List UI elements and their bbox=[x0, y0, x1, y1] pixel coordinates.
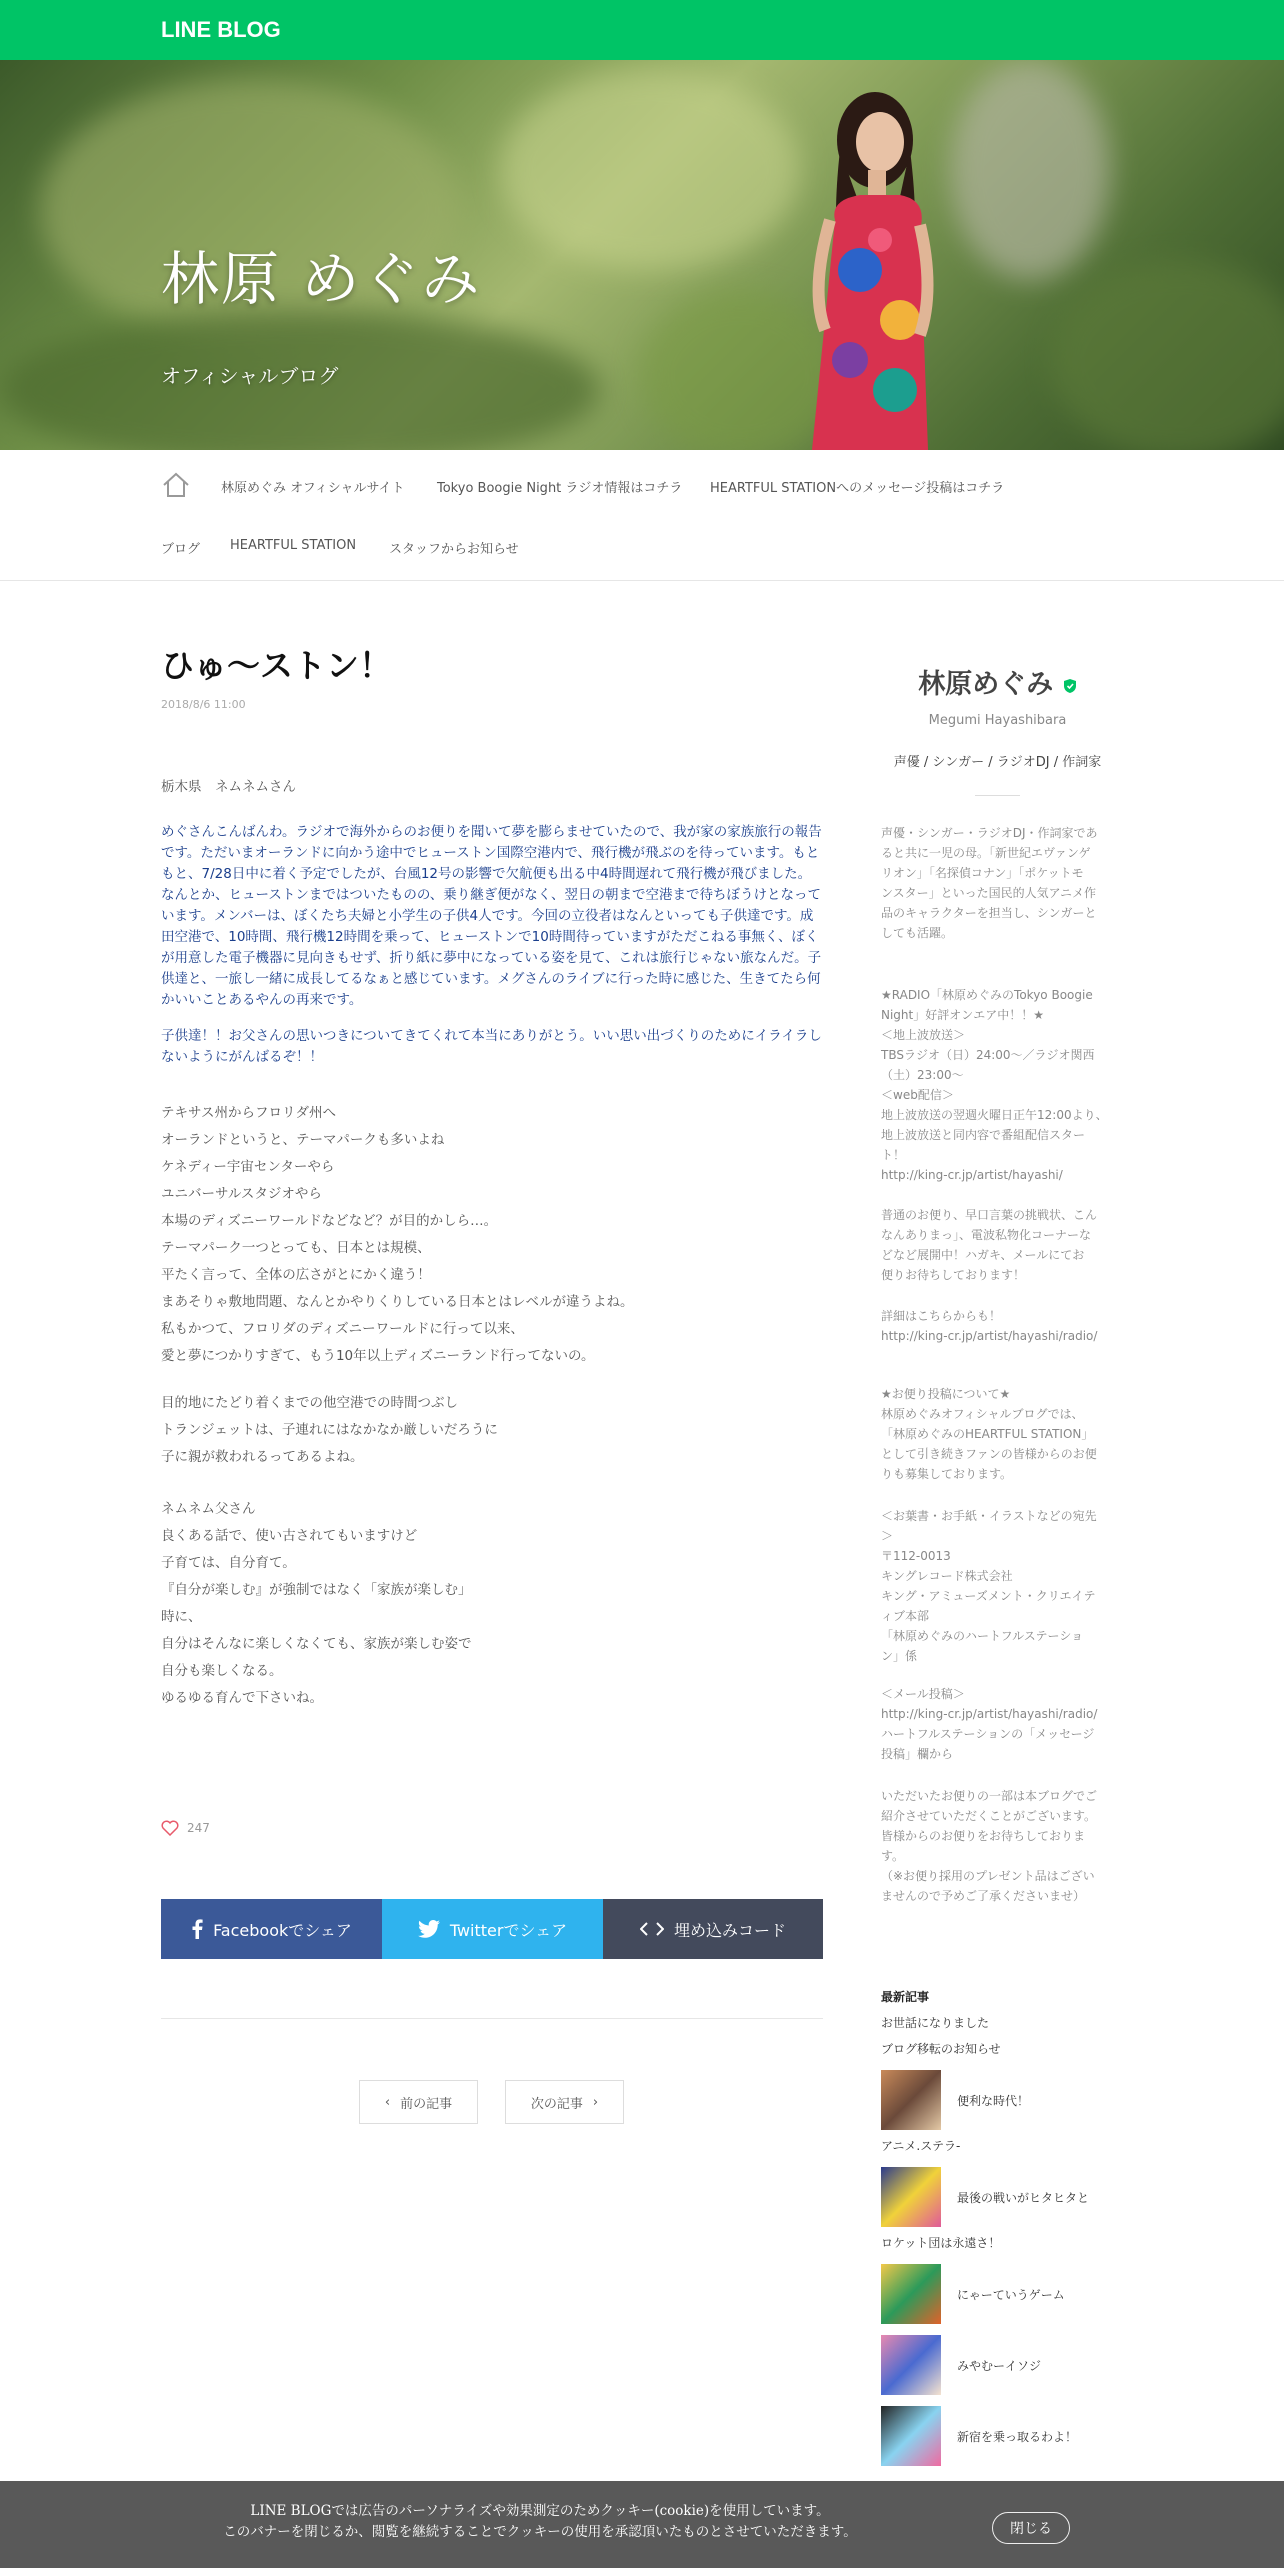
recent-post-link[interactable]: ロケット団は永遠さ！ bbox=[881, 2236, 1001, 2250]
sidebar-profile-block bbox=[881, 1786, 1121, 1906]
nav-link-staff-news[interactable]: スタッフからお知らせ bbox=[389, 542, 519, 557]
reply-line: トランジェットは、子連れにはなかなか厳しいだろうに bbox=[161, 1422, 498, 1438]
cookie-message bbox=[140, 2501, 940, 2543]
nav-link-official-site[interactable]: 林原めぐみ オフィシャルサイト bbox=[221, 481, 405, 496]
reply-line: まあそりゃ敷地問題、なんとかやりくりしている日本とはレベルが違うよね。 bbox=[161, 1294, 634, 1310]
reply-line: 平たく言って、全体の広さがとにかく違う！ bbox=[161, 1267, 431, 1283]
post-letter-closing: 子供達！！お父さんの思いつきについてきてくれて本当にありがとう。いい思い出づくりのためにイライラしないようにがんばるぞ！！ bbox=[161, 1028, 822, 1065]
sidebar-profile-line: 詳細はこちらからも！ bbox=[881, 1309, 1002, 1323]
sidebar-divider bbox=[975, 795, 1020, 796]
line-blog-logo[interactable]: LINE BLOG bbox=[161, 17, 281, 42]
sidebar-profile-line: ★RADIO「林原めぐみのTokyo Boogie bbox=[881, 988, 1093, 1002]
facebook-share-button[interactable] bbox=[161, 1899, 382, 1959]
prev-post-button[interactable] bbox=[359, 2080, 478, 2124]
sidebar-profile-line: キングレコード株式会社 bbox=[881, 1569, 1013, 1583]
sidebar-profile-line: 皆様からのお便りをお待ちしておりま bbox=[881, 1829, 1086, 1843]
recent-posts-title: 最新記事 bbox=[881, 1990, 930, 2004]
twitter-icon bbox=[418, 1920, 440, 1938]
sidebar-profile-line: ハートフルステーションの「メッセージ bbox=[881, 1727, 1095, 1741]
sidebar-profile-block bbox=[881, 1684, 1121, 1764]
chevron-left-icon: ‹ bbox=[384, 2094, 391, 2110]
sidebar-profile-line: TBSラジオ（日）24:00～／ラジオ関西 bbox=[881, 1048, 1095, 1062]
singer-photo bbox=[770, 70, 970, 450]
recent-post-thumbnail[interactable] bbox=[881, 2406, 941, 2466]
sidebar-profile-line: 地上波放送と同内容で番組配信スター bbox=[881, 1128, 1086, 1142]
sidebar-profile-block bbox=[881, 1506, 1121, 1666]
sidebar-profile-block bbox=[881, 1205, 1121, 1285]
nav-link-heartful-post[interactable]: HEARTFUL STATIONへのメッセージ投稿はコチラ bbox=[710, 481, 1005, 496]
reply-line: ユニバーサルスタジオやら bbox=[161, 1186, 322, 1202]
sidebar-profile-line: （※お便り採用のプレゼント品はござい bbox=[881, 1869, 1095, 1883]
sidebar-profile-line: として引き続きファンの皆様からのお便 bbox=[881, 1447, 1097, 1461]
sidebar-profile-line: （土）23:00～ bbox=[881, 1068, 964, 1082]
reply-line: 自分も楽しくなる。 bbox=[161, 1663, 283, 1679]
recent-post-thumbnail[interactable] bbox=[881, 2335, 941, 2395]
twitter-share-label: Twitterでシェア bbox=[449, 1920, 568, 1940]
sidebar-profile-block bbox=[881, 985, 1121, 1185]
hero-subtitle: オフィシャルブログ bbox=[161, 364, 339, 388]
post-date: 2018/8/6 11:00 bbox=[161, 698, 246, 711]
twitter-share-button[interactable] bbox=[382, 1899, 603, 1959]
recent-post-link[interactable]: アニメ.ステラ- bbox=[881, 2139, 961, 2153]
sidebar-profile-line: ＜お葉書・お手紙・イラストなどの宛先 bbox=[881, 1509, 1097, 1523]
sidebar-profile-line: ＜地上波放送＞ bbox=[881, 1028, 966, 1042]
sidebar-profile-line: りも募集しております。 bbox=[881, 1467, 1013, 1481]
reply-line: 子育ては、自分育て。 bbox=[161, 1555, 296, 1571]
cookie-message-line1: LINE BLOGでは広告のパーソナライズや効果測定のためクッキー(cookie)を使用しています。 bbox=[250, 2503, 830, 2519]
sidebar-profile-line: なんありまっ」、電波私物化コーナーな bbox=[881, 1228, 1092, 1242]
recent-post-thumbnail[interactable] bbox=[881, 2167, 941, 2227]
sidebar-profile-line: http://king-cr.jp/artist/hayashi/radio/ bbox=[881, 1707, 1098, 1721]
recent-post-link[interactable]: 新宿を乗っ取るわよ！ bbox=[957, 2430, 1078, 2444]
sidebar-profile-line: ン」係 bbox=[881, 1649, 918, 1663]
reply-line: 私もかつて、フロリダのディズニーワールドに行って以来、 bbox=[161, 1321, 524, 1337]
reply-line: オーランドというと、テーマパークも多いよね bbox=[161, 1132, 445, 1148]
sidebar-profile-line: Night」好評オンエア中！！★ bbox=[881, 1008, 1044, 1022]
recent-post-link[interactable]: お世話になりました bbox=[881, 2016, 990, 2030]
sidebar-profile-line: 林原めぐみオフィシャルブログでは、 bbox=[881, 1407, 1084, 1421]
cookie-banner bbox=[0, 2481, 1284, 2568]
embed-code-button[interactable] bbox=[603, 1899, 823, 1959]
sidebar-profile-name bbox=[880, 662, 1115, 701]
sidebar-profile-line: 「林原めぐみのハートフルステーショ bbox=[881, 1629, 1084, 1643]
sidebar-profile-line: ＞ bbox=[881, 1529, 894, 1543]
sidebar-profile-line: 普通のお便り、早口言葉の挑戦状、こん bbox=[881, 1208, 1098, 1222]
sidebar-profile-line: 地上波放送の翌週火曜日正午12:00より、 bbox=[881, 1108, 1108, 1122]
recent-post-link[interactable]: ブログ移転のお知らせ bbox=[881, 2042, 1001, 2056]
post-divider bbox=[161, 2018, 823, 2019]
sidebar-profile-line: キング・アミューズメント・クリエイテ bbox=[881, 1589, 1096, 1603]
hero-title: 林原 めぐみ bbox=[161, 245, 482, 313]
sidebar-profile-line: 〒112-0013 bbox=[881, 1549, 951, 1563]
reply-line: 子に親が救われるってあるよね。 bbox=[161, 1449, 364, 1465]
sidebar-profile-line: しても活躍。 bbox=[881, 926, 954, 940]
sidebar-profile-line: ませんので予めご了承くださいませ） bbox=[881, 1889, 1086, 1903]
blog-nav bbox=[0, 450, 1284, 581]
cookie-message-line2: このバナーを閉じるか、閲覧を継続することでクッキーの使用を承認頂いたものとさせていただきます。 bbox=[223, 2524, 857, 2540]
nav-link-heartful-station[interactable]: HEARTFUL STATION bbox=[230, 538, 357, 553]
sidebar-profile-line: どなど展開中！ハガキ、メールにてお bbox=[881, 1248, 1085, 1262]
sidebar-profile-line: ィブ本部 bbox=[881, 1609, 930, 1623]
reply-line: 愛と夢につかりすぎて、もう10年以上ディズニーランド行ってないの。 bbox=[161, 1348, 595, 1364]
next-post-button[interactable] bbox=[505, 2080, 624, 2124]
sidebar-profile-line: 声優・シンガー・ラジオDJ・作詞家であ bbox=[881, 826, 1098, 840]
sidebar-profile-block bbox=[881, 823, 1121, 943]
reply-line: 本場のディズニーワールドなどなど？が目的かしら…。 bbox=[161, 1213, 498, 1229]
sidebar-profile-block bbox=[881, 1306, 1121, 1346]
sidebar-profile-line: http://king-cr.jp/artist/hayashi/ bbox=[881, 1168, 1063, 1182]
top-bar bbox=[0, 0, 1284, 60]
home-icon[interactable] bbox=[161, 470, 191, 500]
heart-icon[interactable] bbox=[161, 1820, 179, 1836]
reply-line: 目的地にたどり着くまでの他空港での時間つぶし bbox=[161, 1395, 458, 1411]
post-sender: 栃木県 ネムネムさん bbox=[161, 779, 296, 795]
reply-line: ケネディー宇宙センターやら bbox=[161, 1159, 335, 1175]
nav-link-radio-info[interactable]: Tokyo Boogie Night ラジオ情報はコチラ bbox=[437, 481, 683, 496]
sidebar-profile-line: ＜web配信＞ bbox=[881, 1088, 954, 1102]
reply-line: ゆるゆる育んで下さいね。 bbox=[161, 1690, 323, 1706]
facebook-share-label: Facebookでシェア bbox=[213, 1920, 352, 1940]
sidebar-profile-line: 品のキャラクターを担当し、シンガーと bbox=[881, 906, 1097, 920]
post-letter: めぐさんこんばんわ。ラジオで海外からのお便りを聞いて夢を膨らませていたので、我が家の家族旅行の報告です。ただいまオーランドに向かう途中でヒューストン国際空港内で、飛行機が飛ぶのを待っています。もともと、7/28日中に着く予定でしたが、台風12号の影響で欠航便も出る中4時間遅れて飛行機が飛びました。なんとか、ヒューストンまではついたものの、乗り継ぎ便がなく、翌日の朝まで空港まで待ちぼうけとなっています。メンバーは、ぼくたち夫婦と小学生の子供4人です。今回の立役者はなんといっても子供達です。成田空港で、10時間、飛行機12時間を乗って、ヒューストンで10時間待っていますがただこねる事無く、ぼくが用意した電子機器に見向きもせず、折り紙に夢中になっている姿を見て、これは旅行じゃない旅なんだ。子供達と、一旅し一緒に成長してるなぁと感じています。メグさんのライブに行った時に感じた、生きてたら何かいいことあるやんの再来です。 bbox=[161, 824, 822, 1008]
sidebar-profile-line: ると共に一児の母。「新世紀エヴァンゲ bbox=[881, 846, 1091, 860]
sidebar-name-en: Megumi Hayashibara bbox=[928, 713, 1067, 728]
recent-post-thumbnail[interactable] bbox=[881, 2070, 941, 2130]
sidebar-profile-line: リオン」「名探偵コナン」「ポケットモ bbox=[881, 866, 1084, 880]
recent-post-link[interactable]: 最後の戦いがヒタヒタと bbox=[957, 2191, 1090, 2205]
recent-post-link[interactable]: にゃーていうゲーム bbox=[957, 2288, 1065, 2302]
cookie-close-button[interactable]: 閉じる bbox=[992, 2512, 1070, 2544]
chevron-right-icon: › bbox=[592, 2094, 599, 2110]
reply-line: 時に、 bbox=[161, 1609, 202, 1625]
sidebar-profile-line: ＜メール投稿＞ bbox=[881, 1687, 965, 1701]
verified-badge-icon bbox=[1063, 678, 1077, 694]
sidebar-profile-line: ンスター」といった国民的人気アニメ作 bbox=[881, 886, 1097, 900]
sidebar-profile-line: 紹介させていただくことがございます。 bbox=[881, 1809, 1097, 1823]
recent-post-link[interactable]: みやむーイソジ bbox=[957, 2359, 1042, 2373]
sidebar-profile-line: ★お便り投稿について★ bbox=[881, 1387, 1011, 1401]
prev-post-label: 前の記事 bbox=[400, 2096, 453, 2112]
sidebar-profile-line: す。 bbox=[881, 1849, 905, 1863]
reply-line: 『自分が楽しむ』が強制ではなく「家族が楽しむ」 bbox=[161, 1582, 472, 1598]
like-count: 247 bbox=[187, 1821, 210, 1835]
code-icon bbox=[640, 1921, 664, 1937]
like-area[interactable] bbox=[161, 1820, 210, 1836]
reply-line: テキサス州からフロリダ州へ bbox=[161, 1105, 336, 1121]
sidebar-profile-block bbox=[881, 1384, 1121, 1484]
reply-line: 良くある話で、使い古されてもいますけど bbox=[161, 1528, 418, 1544]
facebook-icon bbox=[191, 1919, 203, 1939]
sidebar-profile-line: いただいたお便りの一部は本ブログでご bbox=[881, 1789, 1098, 1803]
next-post-label: 次の記事 bbox=[530, 2096, 583, 2112]
reply-line: ネムネム父さん bbox=[161, 1501, 256, 1517]
nav-link-blog[interactable]: ブログ bbox=[161, 542, 201, 557]
reply-line: テーマパーク一つとっても、日本とは規模、 bbox=[161, 1240, 431, 1256]
sidebar-profile-line: ト！ bbox=[881, 1148, 906, 1162]
hero-banner bbox=[0, 60, 1284, 450]
recent-post-thumbnail[interactable] bbox=[881, 2264, 941, 2324]
sidebar-profile-line: 投稿」欄から bbox=[881, 1747, 954, 1761]
sidebar-profile-line: http://king-cr.jp/artist/hayashi/radio/ bbox=[881, 1329, 1098, 1343]
embed-code-label: 埋め込みコード bbox=[673, 1920, 786, 1940]
sidebar-profile-line: 便りお待ちしております！ bbox=[881, 1268, 1026, 1282]
sidebar-name-text: 林原めぐみ bbox=[918, 669, 1054, 700]
reply-line: 自分はそんなに楽しくなくても、家族が楽しむ姿で bbox=[161, 1636, 472, 1652]
sidebar-role: 声優 / シンガー / ラジオDJ / 作詞家 bbox=[893, 755, 1102, 770]
post-title: ひゅ～ストン！ bbox=[161, 646, 392, 685]
recent-post-link[interactable]: 便利な時代！ bbox=[957, 2094, 1030, 2108]
sidebar-profile-line: 「林原めぐみのHEARTFUL STATION」 bbox=[881, 1427, 1094, 1441]
